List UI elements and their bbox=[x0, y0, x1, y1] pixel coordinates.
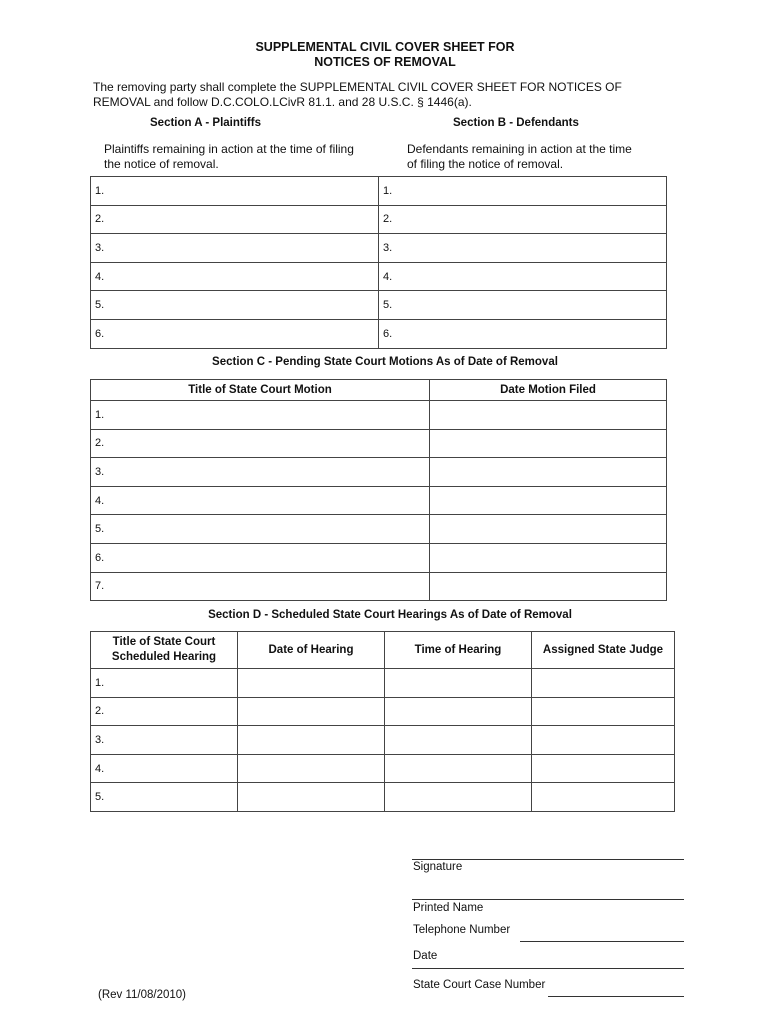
section-a-heading: Section A - Plaintiffs bbox=[150, 117, 261, 129]
motion-title-entry[interactable]: 5. bbox=[91, 515, 430, 544]
motion-title-entry[interactable]: 3. bbox=[91, 458, 430, 487]
hearing-judge-entry[interactable] bbox=[532, 697, 675, 726]
motion-date-entry[interactable] bbox=[430, 572, 667, 601]
hearing-row bbox=[91, 669, 675, 698]
hearing-time-entry[interactable] bbox=[385, 669, 532, 698]
section-a-note-line1: Plaintiffs remaining in action at the time of filing bbox=[104, 142, 354, 156]
motion-title-entry[interactable]: 6. bbox=[91, 543, 430, 572]
motion-title-entry[interactable]: 7. bbox=[91, 572, 430, 601]
hearing-judge-entry[interactable] bbox=[532, 726, 675, 755]
hearing-date-entry[interactable] bbox=[238, 726, 385, 755]
motion-date-entry[interactable] bbox=[430, 458, 667, 487]
col-hearing-title-line1: Title of State Court bbox=[112, 636, 216, 648]
hearing-judge-entry[interactable] bbox=[532, 783, 675, 812]
parties-row bbox=[91, 291, 667, 320]
hearing-row bbox=[91, 754, 675, 783]
defendant-entry[interactable]: 6. bbox=[379, 319, 667, 348]
hearing-time-entry[interactable] bbox=[385, 754, 532, 783]
col-hearing-date: Date of Hearing bbox=[238, 632, 385, 669]
section-d-heading: Section D - Scheduled State Court Hearings As of Date of Removal bbox=[208, 609, 572, 621]
motions-table bbox=[90, 379, 667, 601]
col-hearing-time: Time of Hearing bbox=[385, 632, 532, 669]
hearing-row bbox=[91, 726, 675, 755]
hearing-judge-entry[interactable] bbox=[532, 754, 675, 783]
telephone-line[interactable] bbox=[520, 941, 684, 942]
date-label: Date bbox=[413, 950, 438, 962]
printed-name-label: Printed Name bbox=[413, 902, 484, 914]
motion-row bbox=[91, 543, 667, 572]
col-hearing-judge: Assigned State Judge bbox=[532, 632, 675, 669]
plaintiff-entry[interactable]: 4. bbox=[91, 262, 379, 291]
form-title-line1: SUPPLEMENTAL CIVIL COVER SHEET FOR bbox=[255, 40, 515, 54]
parties-row bbox=[91, 262, 667, 291]
hearing-date-entry[interactable] bbox=[238, 669, 385, 698]
defendant-entry[interactable]: 4. bbox=[379, 262, 667, 291]
hearing-title-entry[interactable]: 2. bbox=[91, 697, 238, 726]
defendant-entry[interactable]: 2. bbox=[379, 205, 667, 234]
hearing-row bbox=[91, 697, 675, 726]
motion-title-entry[interactable]: 1. bbox=[91, 401, 430, 430]
col-hearing-title bbox=[91, 632, 238, 669]
motion-title-entry[interactable]: 4. bbox=[91, 486, 430, 515]
parties-row bbox=[91, 205, 667, 234]
section-b-heading: Section B - Defendants bbox=[453, 117, 579, 129]
defendant-entry[interactable]: 3. bbox=[379, 234, 667, 263]
col-hearing-title-line2: Scheduled Hearing bbox=[111, 651, 217, 663]
revision-note: (Rev 11/08/2010) bbox=[98, 989, 187, 1001]
hearing-judge-entry[interactable] bbox=[532, 669, 675, 698]
motion-date-entry[interactable] bbox=[430, 429, 667, 458]
plaintiff-entry[interactable]: 2. bbox=[91, 205, 379, 234]
form-title-line2: NOTICES OF REMOVAL bbox=[314, 55, 456, 69]
parties-row bbox=[91, 234, 667, 263]
plaintiff-entry[interactable]: 3. bbox=[91, 234, 379, 263]
parties-row bbox=[91, 177, 667, 206]
signature-line[interactable] bbox=[412, 859, 684, 860]
motion-date-entry[interactable] bbox=[430, 543, 667, 572]
hearing-time-entry[interactable] bbox=[385, 783, 532, 812]
plaintiff-entry[interactable]: 1. bbox=[91, 177, 379, 206]
printed-name-line[interactable] bbox=[412, 899, 684, 900]
motion-row bbox=[91, 458, 667, 487]
section-a-note-line2: the notice of removal. bbox=[104, 157, 219, 171]
defendant-entry[interactable]: 1. bbox=[379, 177, 667, 206]
motion-row bbox=[91, 486, 667, 515]
hearing-row bbox=[91, 783, 675, 812]
parties-row bbox=[91, 319, 667, 348]
hearing-time-entry[interactable] bbox=[385, 726, 532, 755]
motion-row bbox=[91, 401, 667, 430]
date-line[interactable] bbox=[412, 968, 684, 969]
section-b-note-line2: of filing the notice of removal. bbox=[407, 157, 564, 171]
signature-label: Signature bbox=[413, 861, 463, 873]
hearing-title-entry[interactable]: 4. bbox=[91, 754, 238, 783]
section-c-heading: Section C - Pending State Court Motions As of Date of Removal bbox=[212, 356, 558, 368]
motion-row bbox=[91, 515, 667, 544]
hearing-date-entry[interactable] bbox=[238, 754, 385, 783]
defendant-entry[interactable]: 5. bbox=[379, 291, 667, 320]
telephone-label: Telephone Number bbox=[413, 924, 511, 936]
hearing-date-entry[interactable] bbox=[238, 697, 385, 726]
hearing-title-entry[interactable]: 5. bbox=[91, 783, 238, 812]
case-number-label: State Court Case Number bbox=[413, 979, 546, 991]
plaintiff-entry[interactable]: 5. bbox=[91, 291, 379, 320]
parties-table bbox=[90, 176, 667, 349]
hearing-time-entry[interactable] bbox=[385, 697, 532, 726]
motion-date-entry[interactable] bbox=[430, 401, 667, 430]
section-b-note-line1: Defendants remaining in action at the time bbox=[407, 142, 632, 156]
hearings-table bbox=[90, 631, 675, 812]
motion-date-entry[interactable] bbox=[430, 515, 667, 544]
hearing-title-entry[interactable]: 3. bbox=[91, 726, 238, 755]
case-number-line[interactable] bbox=[548, 996, 684, 997]
col-motion-date: Date Motion Filed bbox=[430, 380, 667, 401]
motion-row bbox=[91, 572, 667, 601]
plaintiff-entry[interactable]: 6. bbox=[91, 319, 379, 348]
motion-row bbox=[91, 429, 667, 458]
col-motion-title: Title of State Court Motion bbox=[91, 380, 430, 401]
intro-line1: The removing party shall complete the SUPPLEMENTAL CIVIL COVER SHEET FOR NOTICES OF bbox=[93, 80, 622, 94]
hearing-title-entry[interactable]: 1. bbox=[91, 669, 238, 698]
hearing-date-entry[interactable] bbox=[238, 783, 385, 812]
motion-title-entry[interactable]: 2. bbox=[91, 429, 430, 458]
intro-line2: REMOVAL and follow D.C.COLO.LCivR 81.1. and 28 U.S.C. § 1446(a). bbox=[93, 95, 472, 109]
motion-date-entry[interactable] bbox=[430, 486, 667, 515]
